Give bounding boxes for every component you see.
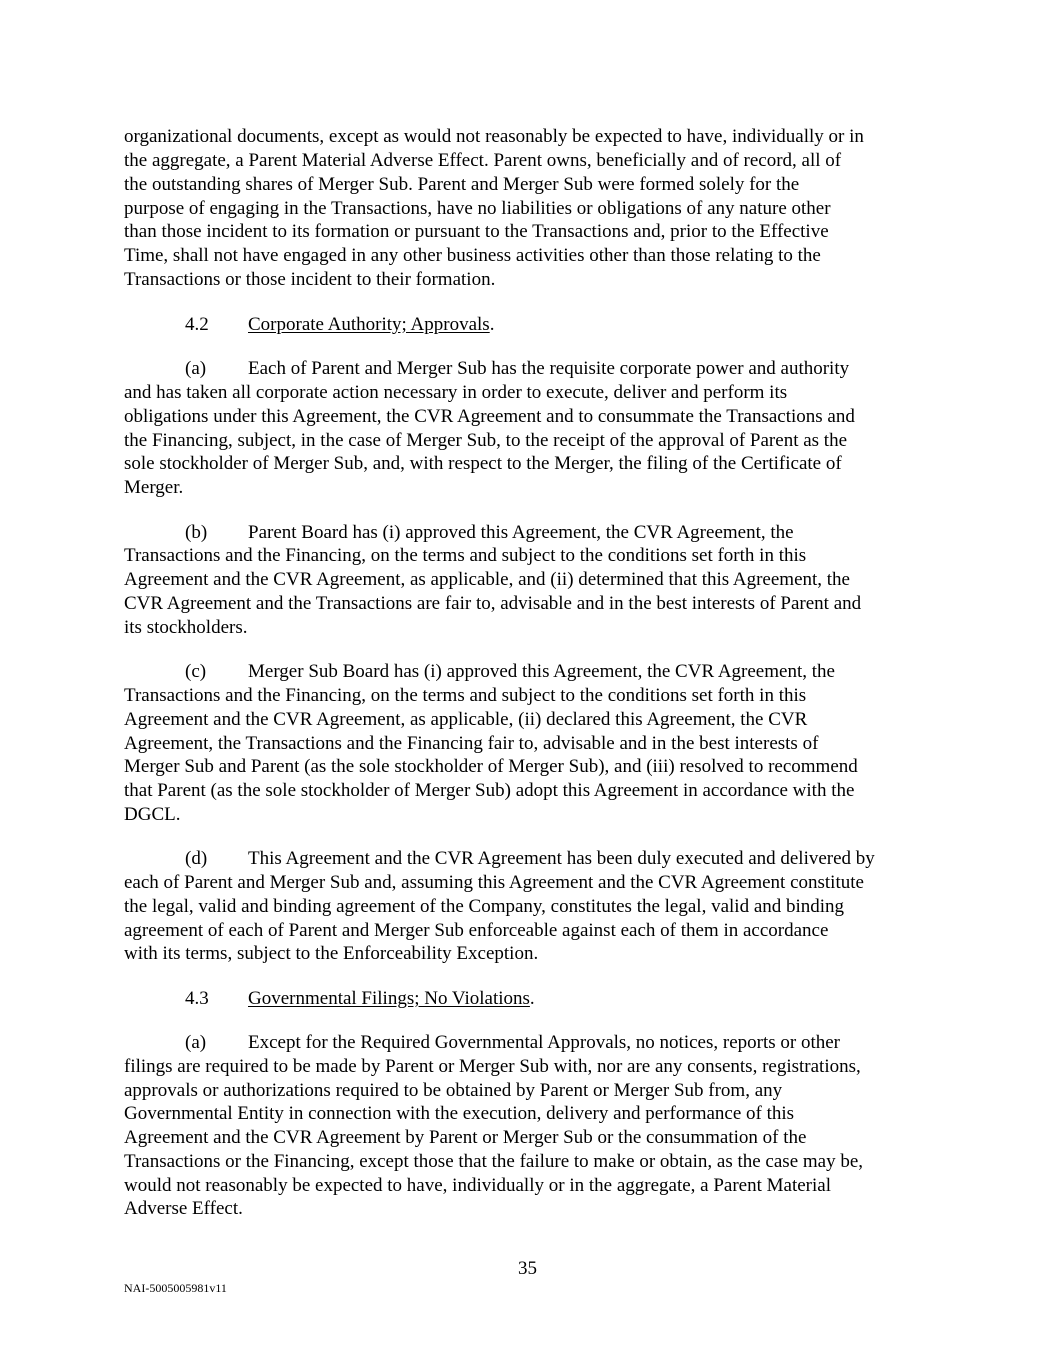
para-label: (d) — [185, 848, 208, 869]
para-b-line: Agreement and the CVR Agreement, as applicable, and (ii) determined that this Agreement, the — [124, 569, 850, 590]
para-text: Parent Board has (i) approved this Agreement, the CVR Agreement, the — [248, 522, 794, 543]
para-c-line: Transactions and the Financing, on the terms and subject to the conditions set forth in this — [124, 685, 807, 706]
para-label: (a) — [185, 358, 207, 379]
para-text: This Agreement and the CVR Agreement has been duly executed and delivered by — [248, 848, 875, 869]
para-d-line: each of Parent and Merger Sub and, assuming this Agreement and the CVR Agreement constitute — [124, 872, 864, 893]
para-label: (b) — [185, 522, 208, 543]
section-4-3-heading — [185, 987, 535, 1011]
para-c-line: Merger Sub and Parent (as the sole stockholder of Merger Sub), and (iii) resolved to recommend — [124, 756, 858, 777]
section-title-period: . — [489, 314, 495, 335]
para-4-3-a-line: would not reasonably be expected to have, individually or in the aggregate, a Parent Material — [124, 1175, 831, 1196]
para-4-3-a-line: filings are required to be made by Parent or Merger Sub with, nor are any consents, registrations, — [124, 1056, 861, 1077]
para-4-3-a-line: Adverse Effect. — [124, 1198, 243, 1219]
para-c-line: Agreement, the Transactions and the Financing fair to, advisable and in the best interests of — [124, 733, 819, 754]
para-a-line: the Financing, subject, in the case of Merger Sub, to the receipt of the approval of Parent as the — [124, 430, 848, 451]
intro-line-5: than those incident to its formation or pursuant to the Transactions and, prior to the Effective — [124, 221, 829, 242]
para-text: Each of Parent and Merger Sub has the requisite corporate power and authority — [248, 358, 850, 379]
para-4-3-a-line: Agreement and the CVR Agreement by Parent or Merger Sub or the consummation of the — [124, 1127, 807, 1148]
intro-line-1: organizational documents, except as would not reasonably be expected to have, individually or in — [124, 126, 864, 147]
para-4-3-a-first-line — [185, 1031, 840, 1055]
para-b-line: CVR Agreement and the Transactions are fair to, advisable and in the best interests of Parent and — [124, 593, 862, 614]
para-text: Merger Sub Board has (i) approved this Agreement, the CVR Agreement, the — [248, 661, 835, 682]
para-a-line: obligations under this Agreement, the CVR Agreement and to consummate the Transactions and — [124, 406, 855, 427]
para-c-first-line — [185, 660, 835, 684]
para-4-3-a-line: approvals or authorizations required to be obtained by Parent or Merger Sub from, any — [124, 1080, 783, 1101]
section-number: 4.3 — [185, 988, 209, 1009]
para-4-3-a-line: Governmental Entity in connection with the execution, delivery and performance of this — [124, 1103, 795, 1124]
para-a-first-line — [185, 357, 849, 381]
intro-line-7: Transactions or those incident to their formation. — [124, 269, 496, 290]
page-number: 35 — [518, 1258, 537, 1279]
para-a-line: Merger. — [124, 477, 184, 498]
para-d-line: agreement of each of Parent and Merger Sub enforceable against each of them in accordance — [124, 920, 829, 941]
para-d-line: with its terms, subject to the Enforceability Exception. — [124, 943, 539, 964]
document-id: NAI-5005005981v11 — [124, 1281, 227, 1295]
para-label: (a) — [185, 1032, 207, 1053]
para-a-line: sole stockholder of Merger Sub, and, with respect to the Merger, the filing of the Certificate of — [124, 453, 842, 474]
section-number: 4.2 — [185, 314, 209, 335]
section-title: Corporate Authority; Approvals — [248, 314, 490, 335]
para-a-line: and has taken all corporate action necessary in order to execute, deliver and perform its — [124, 382, 788, 403]
para-d-first-line — [185, 847, 875, 871]
para-4-3-a-line: Transactions or the Financing, except those that the failure to make or obtain, as the case may be, — [124, 1151, 864, 1172]
para-label: (c) — [185, 661, 207, 682]
para-b-line: its stockholders. — [124, 617, 248, 638]
para-b-first-line — [185, 521, 794, 545]
intro-line-4: purpose of engaging in the Transactions, have no liabilities or obligations of any nature other — [124, 198, 831, 219]
intro-line-6: Time, shall not have engaged in any other business activities other than those relating to the — [124, 245, 821, 266]
para-c-line: DGCL. — [124, 804, 181, 825]
section-title: Governmental Filings; No Violations — [248, 988, 530, 1009]
section-title-period: . — [529, 988, 535, 1009]
para-c-line: Agreement and the CVR Agreement, as applicable, (ii) declared this Agreement, the CVR — [124, 709, 808, 730]
para-d-line: the legal, valid and binding agreement of the Company, constitutes the legal, valid and binding — [124, 896, 845, 917]
section-4-2-heading — [185, 313, 494, 337]
intro-line-3: the outstanding shares of Merger Sub. Parent and Merger Sub were formed solely for the — [124, 174, 800, 195]
intro-line-2: the aggregate, a Parent Material Adverse Effect. Parent owns, beneficially and of record, all of — [124, 150, 842, 171]
para-b-line: Transactions and the Financing, on the terms and subject to the conditions set forth in this — [124, 545, 807, 566]
para-text: Except for the Required Governmental Approvals, no notices, reports or other — [248, 1032, 840, 1053]
para-c-line: that Parent (as the sole stockholder of Merger Sub) adopt this Agreement in accordance with the — [124, 780, 855, 801]
